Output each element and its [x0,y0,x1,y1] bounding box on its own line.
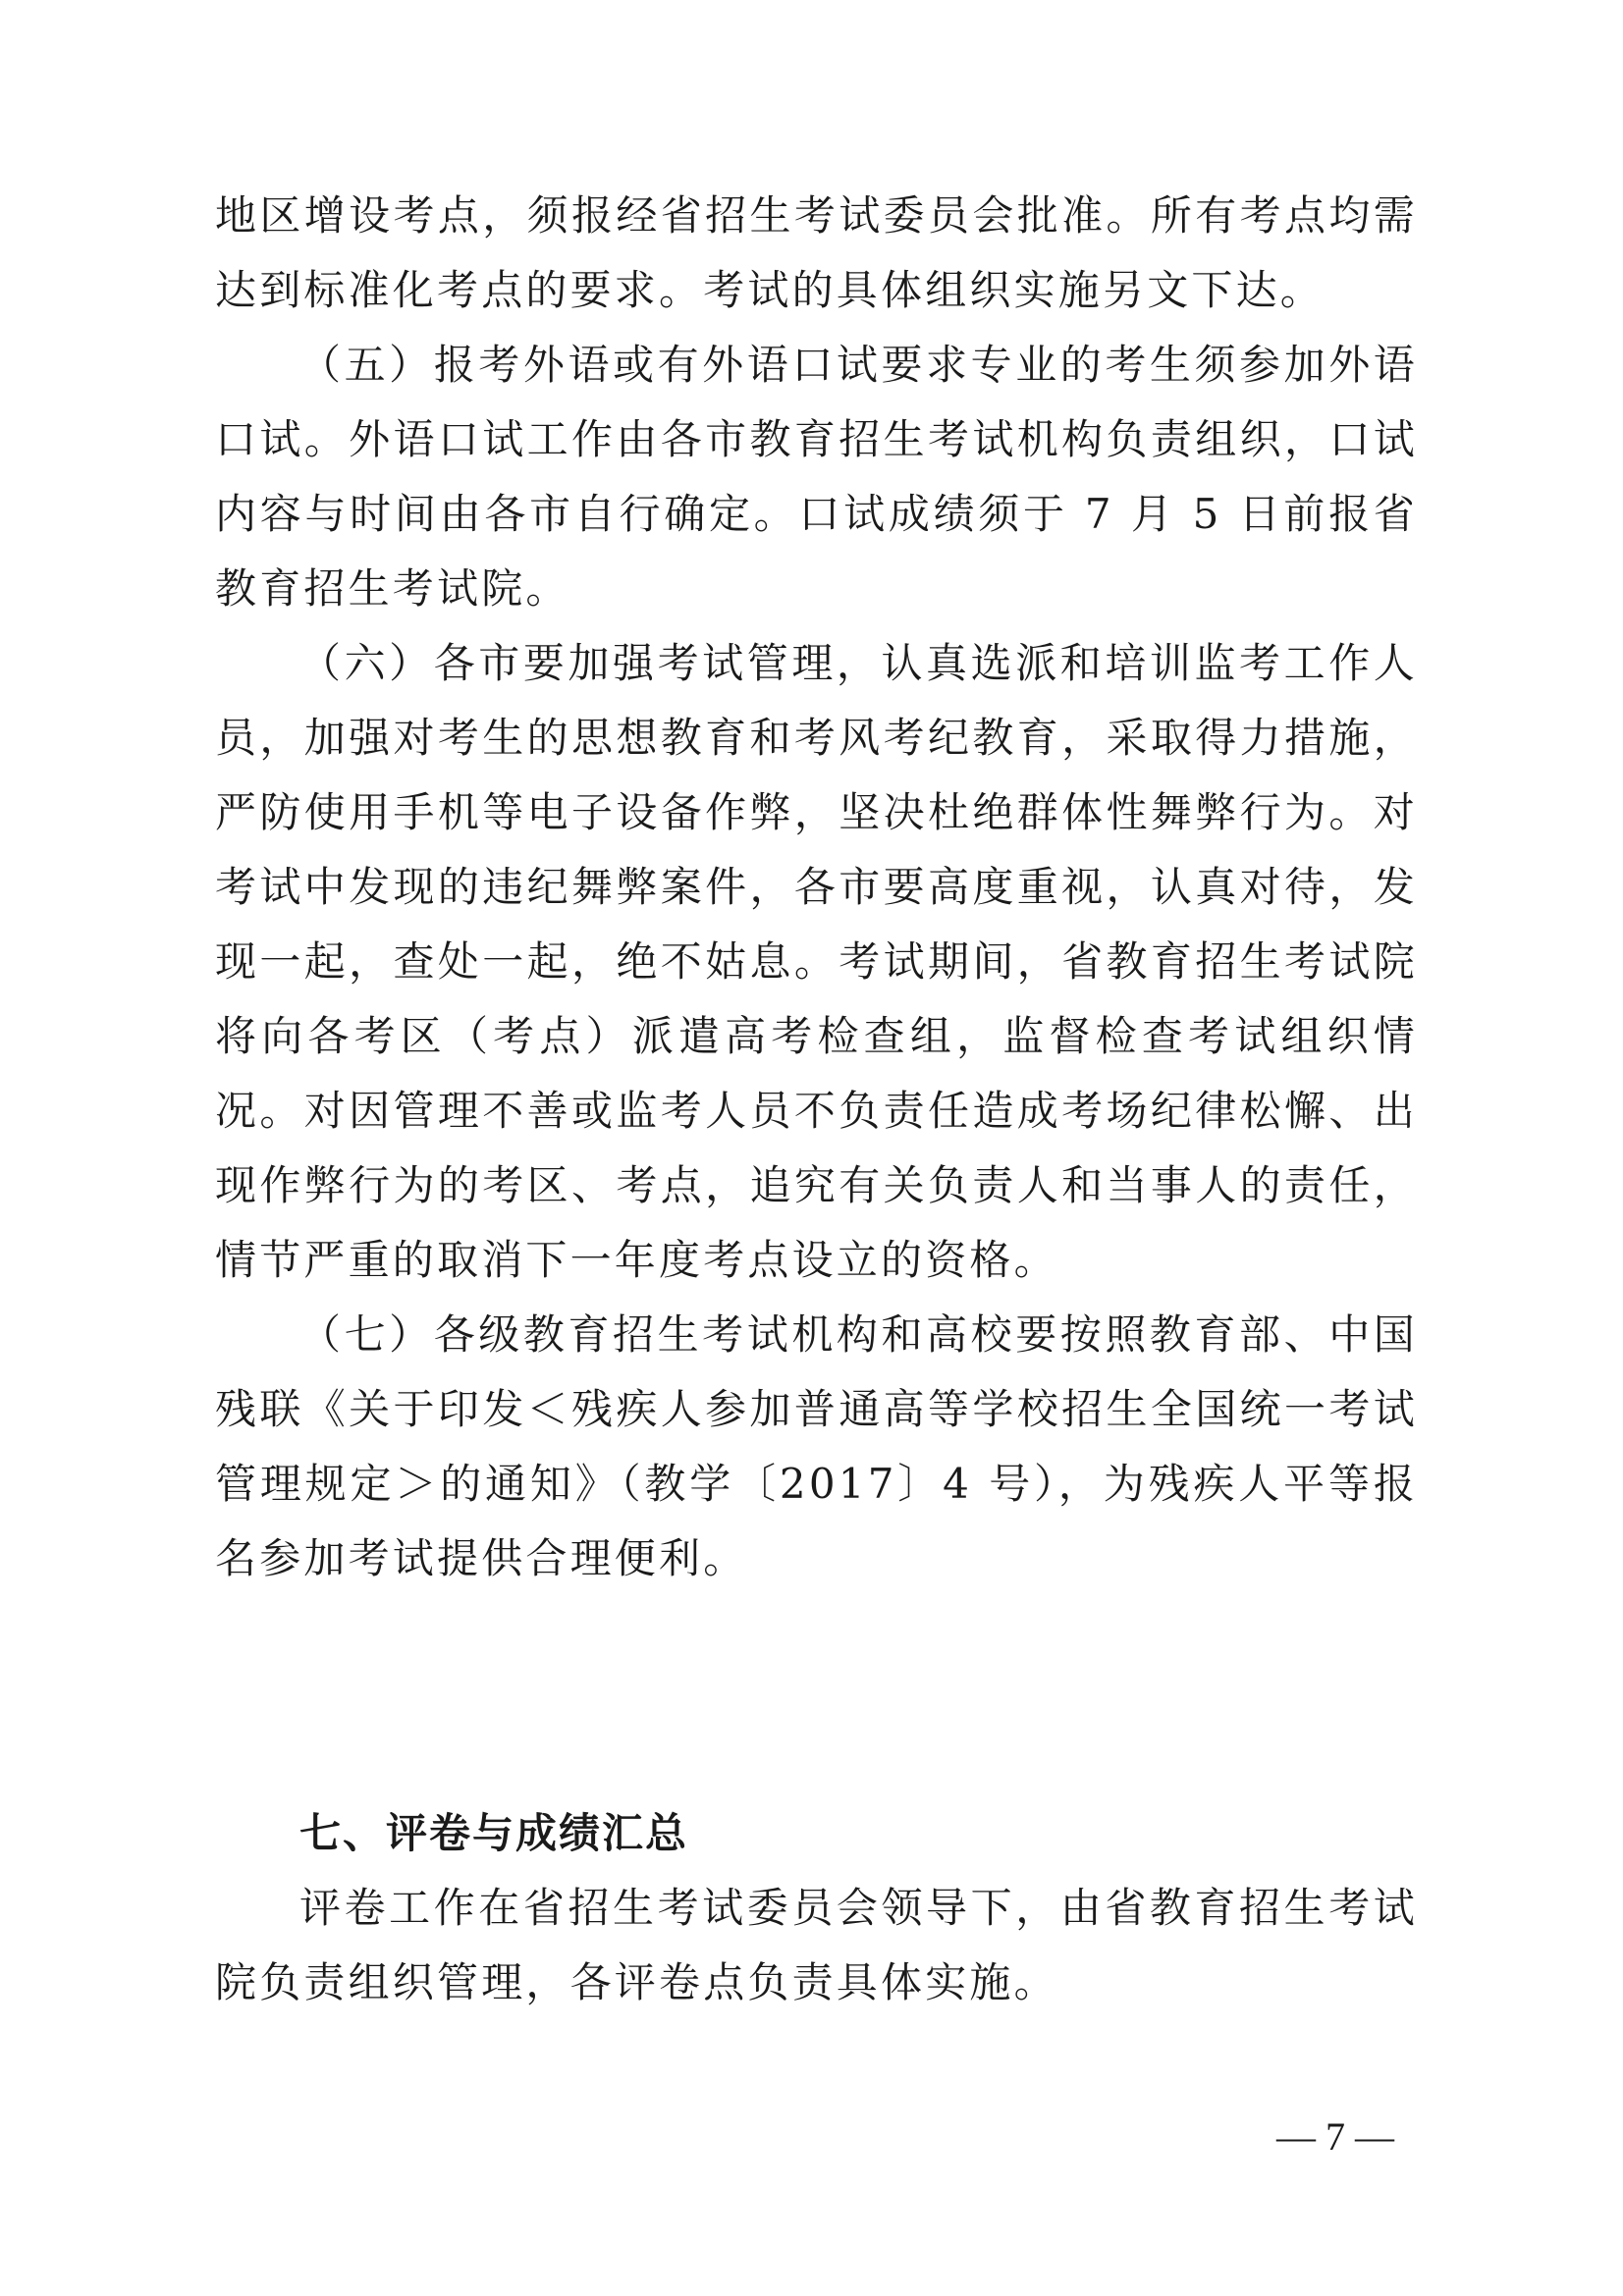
paragraph-item-7: （七）各级教育招生考试机构和高校要按照教育部、中国残联《关于印发＜残疾人参加普通高等学校招生全国统一考试管理规定＞的通知》（教学〔2017〕4 号），为残疾人平等报名参加考试提供合理便利。 [215,1310,1418,1582]
section-heading: 七、评卷与成绩汇总 [299,1809,689,1857]
paragraph-item-5: （五）报考外语或有外语口试要求专业的考生须参加外语口试。外语口试工作由各市教育招生考试机构负责组织，口试内容与时间由各市自行确定。口试成绩须于 7 月 5 日前报省教育招生考试院。 [215,341,1418,613]
paragraph-item-6: （六）各市要加强考试管理，认真选派和培训监考工作人员，加强对考生的思想教育和考风考纪教育，采取得力措施，严防使用手机等电子设备作弊，坚决杜绝群体性舞弊行为。对考试中发现的违纪舞弊案件，各市要高度重视，认真对待，发现一起，查处一起，绝不姑息。考试期间，省教育招生考试院将向各考区（考点）派遣高考检查组，监督检查考试组织情况。对因管理不善或监考人员不负责任造成考场纪律松懈、出现作弊行为的考区、考点，追究有关负责人和当事人的责任，情节严重的取消下一年度考点设立的资格。 [215,639,1418,1284]
paragraph-continuation: 地区增设考点，须报经省招生考试委员会批准。所有考点均需达到标准化考点的要求。考试的具体组织实施另文下达。 [215,191,1418,314]
paragraph-grading: 评卷工作在省招生考试委员会领导下，由省教育招生考试院负责组织管理，各评卷点负责具体实施。 [215,1884,1418,2006]
body-text-bottom [215,1871,1418,2020]
page-number: — 7 — [1276,2114,1394,2159]
body-text-top [215,179,1418,1596]
